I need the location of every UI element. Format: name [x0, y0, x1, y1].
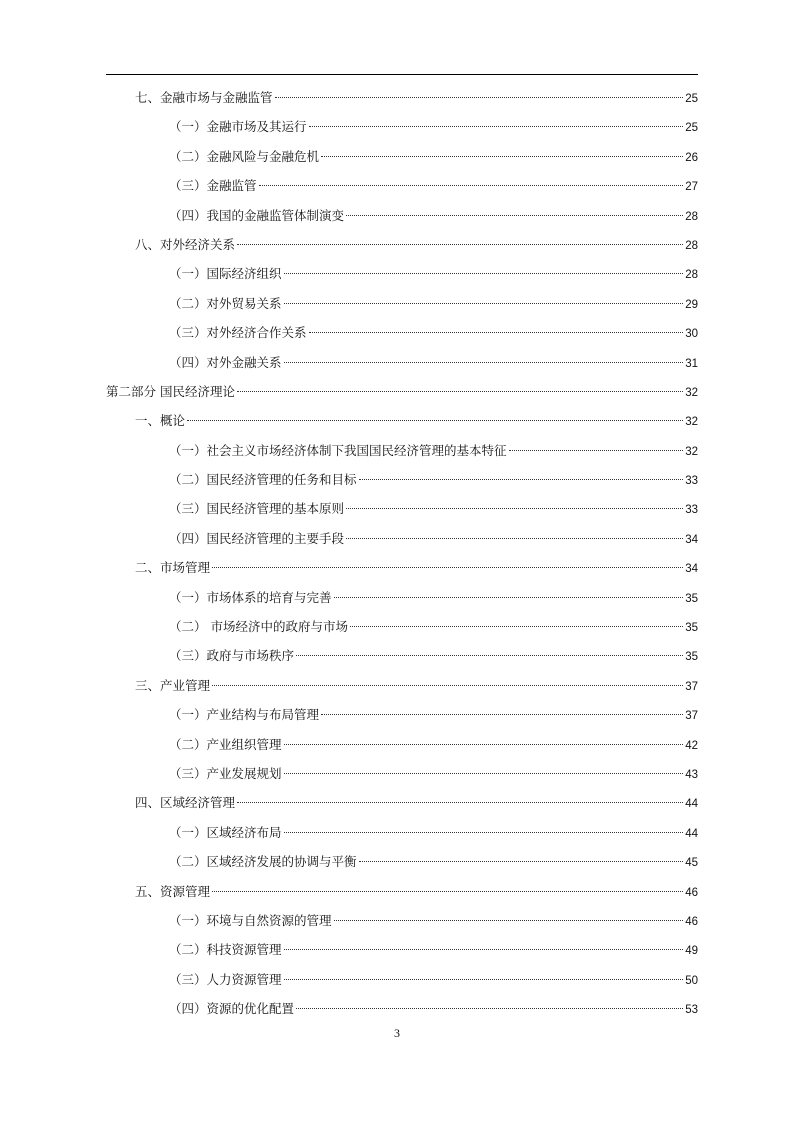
toc-entry-page: 26: [685, 151, 698, 164]
toc-entry-page: 37: [685, 710, 698, 723]
toc-entry-title: （三）国民经济管理的基本原则: [169, 501, 345, 517]
toc-entry[interactable]: [106, 171, 698, 200]
dot-leader: [346, 215, 683, 216]
dot-leader: [212, 685, 683, 686]
toc-entry-page: 46: [685, 886, 698, 899]
toc-entry[interactable]: [106, 759, 698, 788]
toc-entry-title: （四）对外金融关系: [169, 354, 282, 370]
table-of-contents: [106, 83, 698, 1024]
toc-entry-page: 35: [685, 651, 698, 664]
toc-entry-title: （一）社会主义市场经济体制下我国国民经济管理的基本特征: [169, 442, 507, 458]
toc-entry[interactable]: [106, 406, 698, 435]
page-number: 3: [394, 1026, 400, 1040]
toc-entry-page: 27: [685, 181, 698, 194]
dot-leader: [259, 185, 684, 186]
toc-entry[interactable]: [106, 877, 698, 906]
toc-entry-page: 44: [685, 798, 698, 811]
toc-entry-title: （三）对外经济合作关系: [169, 325, 307, 341]
toc-entry-page: 32: [685, 416, 698, 429]
toc-entry-title: （二）科技资源管理: [169, 942, 282, 958]
dot-leader: [359, 479, 684, 480]
toc-entry-page: 43: [685, 768, 698, 781]
toc-entry-title: （二） 市场经济中的政府与市场: [169, 619, 348, 635]
toc-entry-page: 28: [685, 239, 698, 252]
toc-entry[interactable]: [106, 671, 698, 700]
toc-entry[interactable]: [106, 730, 698, 759]
dot-leader: [309, 332, 684, 333]
dot-leader: [284, 949, 684, 950]
toc-entry-title: （一）国际经济组织: [169, 266, 282, 282]
toc-entry-title: （三）产业发展规划: [169, 765, 282, 781]
dot-leader: [284, 303, 684, 304]
dot-leader: [350, 626, 683, 627]
toc-entry-title: 五、资源管理: [135, 883, 211, 899]
dot-leader: [284, 362, 684, 363]
dot-leader: [212, 891, 683, 892]
toc-entry-title: 二、市场管理: [135, 560, 211, 576]
toc-entry-title: 八、对外经济关系: [135, 236, 236, 252]
toc-entry-title: 三、产业管理: [135, 677, 211, 693]
dot-leader: [212, 567, 683, 568]
toc-entry-page: 44: [685, 827, 698, 840]
toc-entry[interactable]: [106, 818, 698, 847]
toc-entry[interactable]: [106, 935, 698, 964]
toc-entry[interactable]: [106, 289, 698, 318]
dot-leader: [237, 244, 683, 245]
toc-entry-page: 28: [685, 269, 698, 282]
toc-entry-page: 34: [685, 533, 698, 546]
dot-leader: [237, 802, 683, 803]
toc-entry-page: 31: [685, 357, 698, 370]
dot-leader: [284, 273, 684, 274]
toc-entry-title: （二）金融风险与金融危机: [169, 148, 320, 164]
toc-entry-page: 29: [685, 298, 698, 311]
toc-entry[interactable]: [106, 612, 698, 641]
dot-leader: [237, 391, 683, 392]
toc-entry[interactable]: [106, 112, 698, 141]
toc-entry-title: （四）国民经济管理的主要手段: [169, 530, 345, 546]
toc-entry[interactable]: [106, 788, 698, 817]
toc-entry-page: 33: [685, 475, 698, 488]
dot-leader: [284, 979, 684, 980]
toc-entry[interactable]: [106, 348, 698, 377]
toc-entry[interactable]: [106, 700, 698, 729]
toc-entry-page: 25: [685, 122, 698, 135]
toc-entry-page: 34: [685, 563, 698, 576]
dot-leader: [346, 538, 683, 539]
toc-entry[interactable]: [106, 994, 698, 1023]
dot-leader: [334, 920, 684, 921]
dot-leader: [321, 714, 683, 715]
toc-entry[interactable]: [106, 906, 698, 935]
toc-entry-title: （四）我国的金融监管体制演变: [169, 207, 345, 223]
toc-entry-title: 一、概论: [135, 413, 186, 429]
toc-entry-title: （三）人力资源管理: [169, 971, 282, 987]
toc-entry[interactable]: [106, 847, 698, 876]
header-rule: [106, 74, 698, 75]
toc-entry-title: （一）市场体系的培育与完善: [169, 589, 332, 605]
dot-leader: [284, 773, 684, 774]
dot-leader: [296, 655, 683, 656]
toc-entry[interactable]: [106, 494, 698, 523]
toc-entry-page: 28: [685, 210, 698, 223]
toc-entry-title: 第二部分 国民经济理论: [106, 383, 235, 399]
toc-entry-page: 49: [685, 945, 698, 958]
toc-entry-title: （二）区域经济发展的协调与平衡: [169, 854, 357, 870]
dot-leader: [346, 508, 683, 509]
toc-entry[interactable]: [106, 436, 698, 465]
toc-entry-page: 42: [685, 739, 698, 752]
dot-leader: [284, 744, 684, 745]
toc-entry[interactable]: [106, 524, 698, 553]
toc-entry[interactable]: [106, 318, 698, 347]
toc-entry[interactable]: [106, 465, 698, 494]
toc-entry-title: （一）区域经济布局: [169, 824, 282, 840]
toc-entry[interactable]: [106, 377, 698, 406]
dot-leader: [334, 597, 684, 598]
toc-entry-title: （二）对外贸易关系: [169, 295, 282, 311]
toc-entry-title: （一）环境与自然资源的管理: [169, 912, 332, 928]
toc-entry-page: 35: [685, 592, 698, 605]
toc-entry[interactable]: [106, 583, 698, 612]
dot-leader: [275, 97, 684, 98]
dot-leader: [284, 832, 684, 833]
toc-entry-page: 30: [685, 328, 698, 341]
toc-entry[interactable]: [106, 142, 698, 171]
toc-entry-page: 37: [685, 680, 698, 693]
toc-entry-page: 46: [685, 915, 698, 928]
toc-entry-title: （三）金融监管: [169, 178, 257, 194]
dot-leader: [309, 126, 684, 127]
dot-leader: [296, 1008, 683, 1009]
toc-entry-title: （一）产业结构与布局管理: [169, 707, 320, 723]
toc-entry-page: 35: [685, 622, 698, 635]
toc-entry[interactable]: [106, 83, 698, 112]
toc-entry[interactable]: [106, 259, 698, 288]
toc-entry-page: 32: [685, 386, 698, 399]
toc-entry-title: （三）政府与市场秩序: [169, 648, 295, 664]
toc-entry[interactable]: [106, 230, 698, 259]
toc-entry-page: 32: [685, 445, 698, 458]
toc-entry-title: （二）产业组织管理: [169, 736, 282, 752]
dot-leader: [359, 861, 684, 862]
dot-leader: [321, 156, 683, 157]
toc-entry[interactable]: [106, 641, 698, 670]
toc-entry-page: 25: [685, 93, 698, 105]
toc-entry[interactable]: [106, 965, 698, 994]
toc-entry-title: （二）国民经济管理的任务和目标: [169, 472, 357, 488]
toc-entry-page: 33: [685, 504, 698, 517]
toc-entry-title: （四）资源的优化配置: [169, 1001, 295, 1017]
dot-leader: [509, 450, 684, 451]
toc-entry[interactable]: [106, 201, 698, 230]
toc-entry-title: （一）金融市场及其运行: [169, 119, 307, 135]
dot-leader: [187, 420, 683, 421]
toc-entry-title: 七、金融市场与金融监管: [135, 90, 273, 105]
toc-entry-page: 53: [685, 1004, 698, 1017]
toc-entry-page: 50: [685, 974, 698, 987]
toc-entry-title: 四、区域经济管理: [135, 795, 236, 811]
toc-entry[interactable]: [106, 553, 698, 582]
toc-entry-page: 45: [685, 857, 698, 870]
